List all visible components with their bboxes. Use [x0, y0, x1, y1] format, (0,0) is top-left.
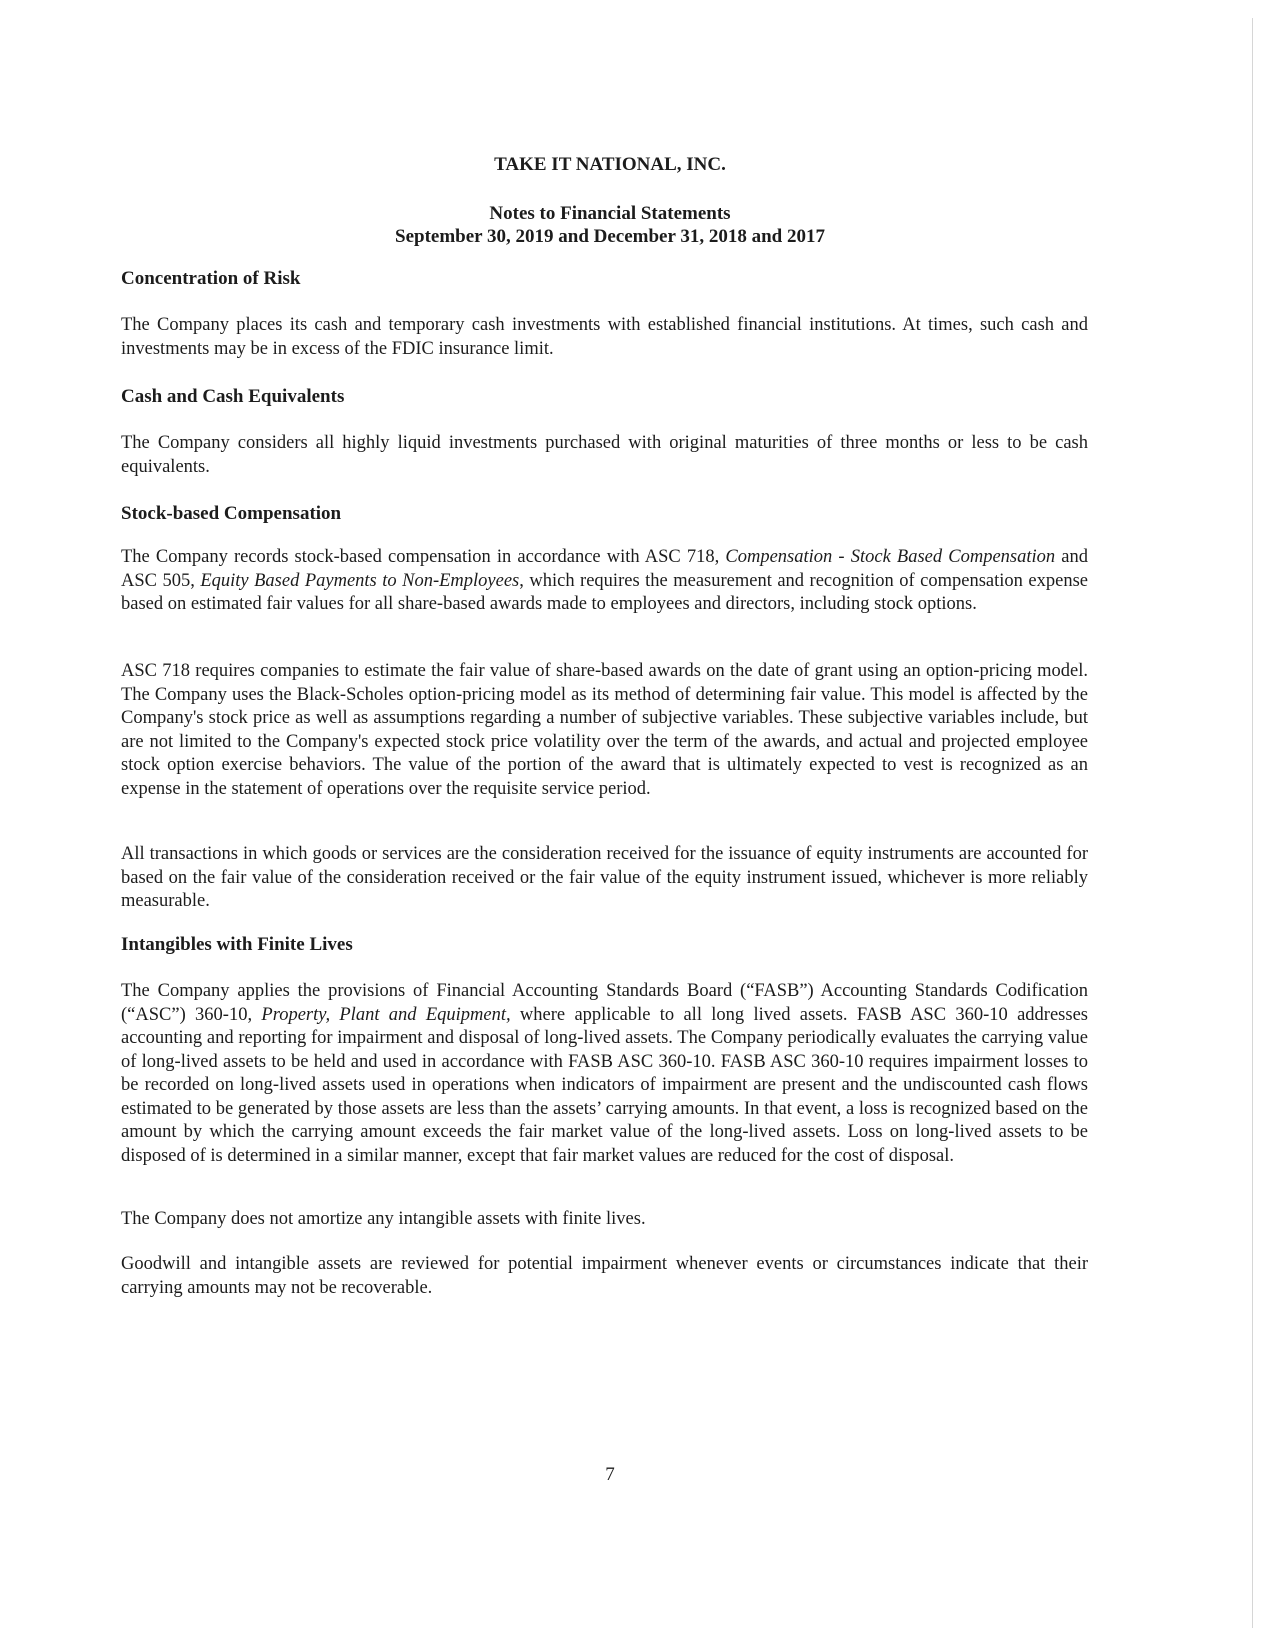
text-run: where applicable to all long lived assets. FASB ASC 360-10 addresses accounting and reporting for impairment and disposal of long-lived assets. The Company periodically evaluates the carrying value of long-lived assets to be held and used in accordance with FASB ASC 360-10. FASB ASC 360-10 requires impairment losses to be recorded on long-lived assets used in operations when indicators of impairment are present and the undiscounted cash flows estimated to be generated by those assets are less than the assets’ carrying amounts. In that event, a loss is recognized based on the amount by which the carrying amount exceeds the fair market value of the long-lived assets. Loss on long-lived assets to be disposed of is determined in a similar manner, except that fair market values are reduced for the cost of disposal.: [121, 1004, 1088, 1166]
paragraph-cash: The Company considers all highly liquid investments purchased with original maturities of three months or less to be cash equivalents.: [121, 433, 1088, 477]
text-run: , which requires the measurement and recognition of compensation expense based on estimated fair values for all share-based awards made to employees and directors, including stock options.: [121, 570, 1088, 614]
section-heading-concentration: Concentration of Risk: [121, 268, 301, 289]
paragraph-concentration: The Company places its cash and temporary cash investments with established financial institutions. At times, such cash and investments may be in excess of the FDIC insurance limit.: [121, 315, 1088, 359]
text-run: and ASC 505,: [121, 547, 1089, 591]
page-number: 7: [605, 1464, 615, 1485]
section-heading-stock: Stock-based Compensation: [121, 503, 342, 524]
document-title-block: [0, 202, 1220, 248]
paragraph-intangibles-2: The Company does not amortize any intangible assets with finite lives.: [121, 1209, 646, 1229]
paragraph-intangibles-3: Goodwill and intangible assets are reviewed for potential impairment whenever events or circumstances indicate that their carrying amounts may not be recoverable.: [121, 1254, 1088, 1298]
section-heading-cash: Cash and Cash Equivalents: [121, 386, 345, 407]
text-run: The Company records stock-based compensation in accordance with ASC 718,: [121, 547, 726, 567]
scan-edge-line: [1252, 18, 1253, 1628]
italic-term: Compensation - Stock Based Compensation: [725, 547, 1056, 567]
document-title: Notes to Financial Statements: [489, 203, 731, 224]
period-subtitle: September 30, 2019 and December 31, 2018 and 2017: [395, 226, 825, 247]
paragraph-stock-2: ASC 718 requires companies to estimate the fair value of share-based awards on the date of grant using an option-pricing model. The Company uses the Black-Scholes option-pricing model as its method of determining fair value. This model is affected by the Company's stock price as well as assumptions regarding a number of subjective variables. These subjective variables include, but are not limited to the Company's expected stock price volatility over the term of the awards, and actual and projected employee stock option exercise behaviors. The value of the portion of the award that is ultimately expected to vest is recognized as an expense in the statement of operations over the requisite service period.: [121, 661, 1088, 799]
text-run: The Company applies the provisions of Financial Accounting Standards Board (“FASB”) Accounting Standards Codification (“ASC”) 360-10,: [121, 981, 1088, 1025]
italic-term: Equity Based Payments to Non-Employees: [200, 570, 520, 591]
paragraph-stock-3: All transactions in which goods or services are the consideration received for the issuance of equity instruments are accounted for based on the fair value of the consideration received or the fair value of the equity instrument issued, whichever is more reliably measurable.: [121, 844, 1088, 911]
italic-term: Property, Plant and Equipment,: [261, 1004, 511, 1025]
company-name: TAKE IT NATIONAL, INC.: [494, 154, 726, 175]
section-heading-intangibles: Intangibles with Finite Lives: [121, 934, 353, 955]
paragraph-stock-1: [121, 546, 1088, 617]
paragraph-intangibles-1: [121, 980, 1088, 1168]
